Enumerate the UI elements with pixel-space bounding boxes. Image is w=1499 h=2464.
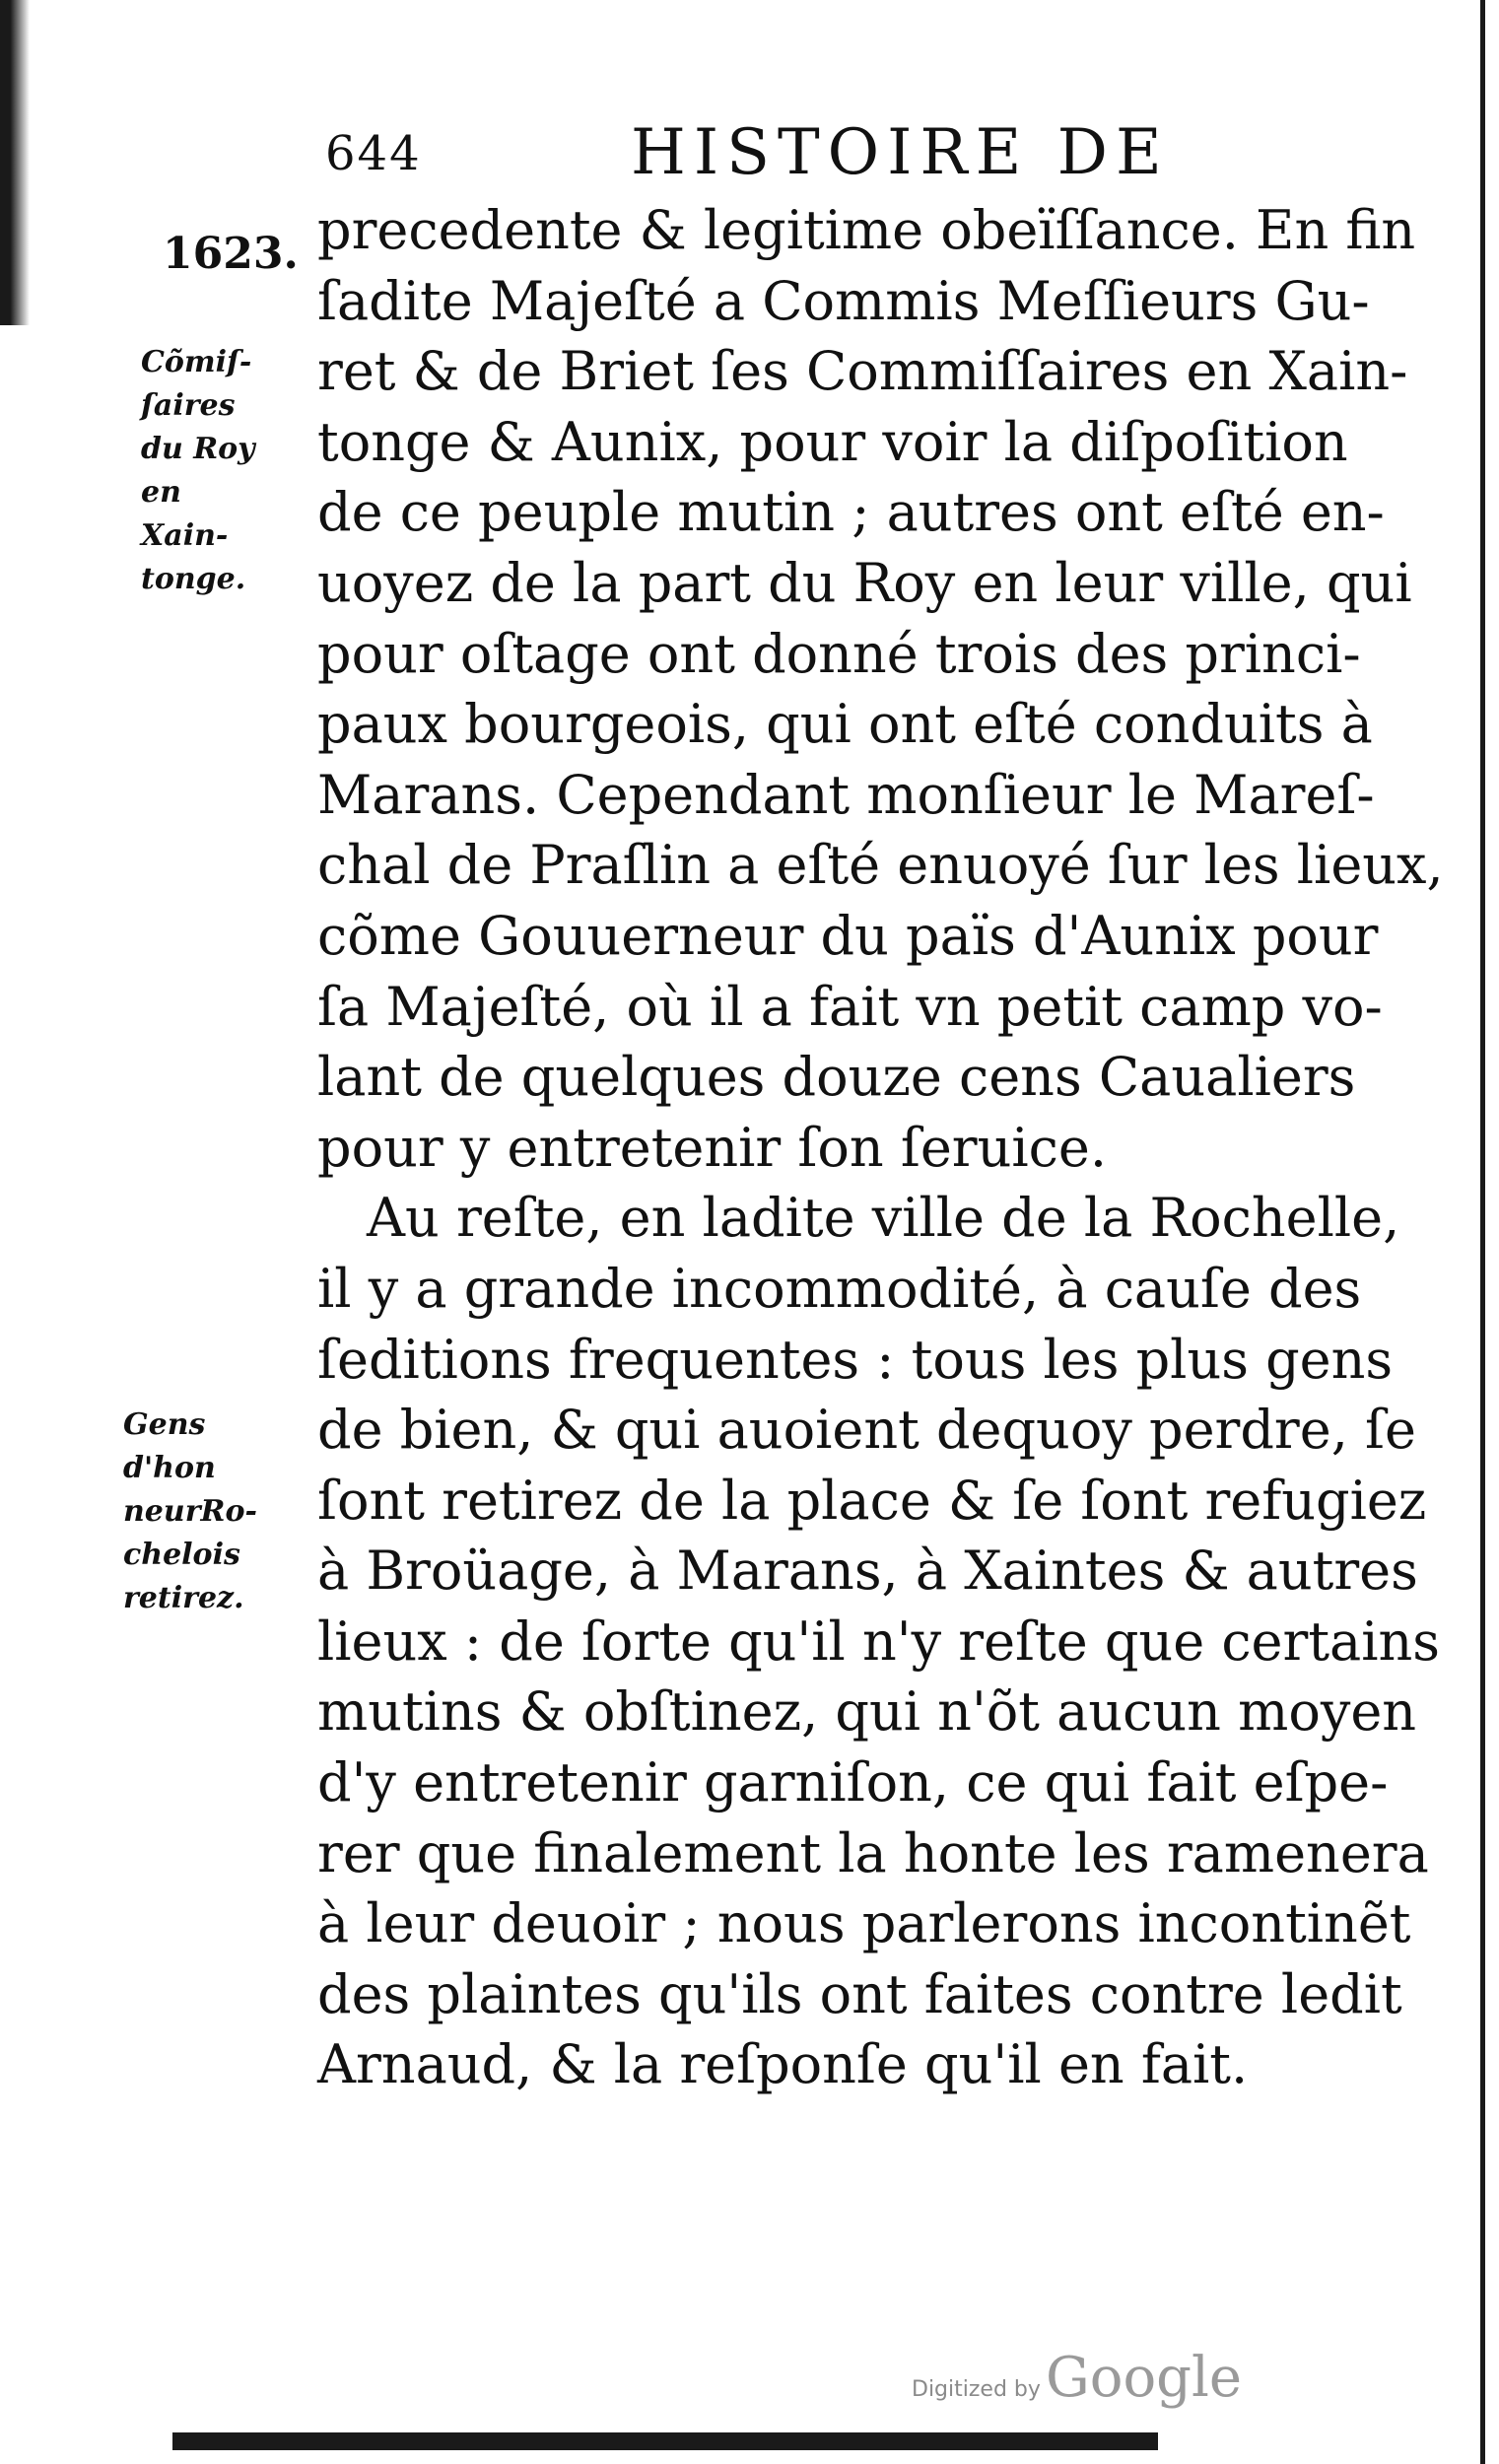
- margin-note-line: du Roy: [141, 432, 255, 466]
- text-line: de bien, & qui auoient dequoy perdre, ſe: [317, 1399, 1416, 1462]
- margin-note-line: chelois: [123, 1538, 240, 1572]
- text-line: paux bourgeois, qui ont eſté conduits à: [317, 693, 1373, 756]
- digitized-credit: [912, 2346, 1242, 2410]
- text-line: ſeditions frequentes : tous les plus gens: [317, 1328, 1394, 1391]
- text-line: ſont retirez de la place & ſe ſont refugiez: [317, 1469, 1427, 1532]
- text-line: Arnaud, & la reſponſe qu'il en fait.: [317, 2033, 1249, 2096]
- text-line: Marans. Cependant monſieur le Mareſ-: [317, 763, 1375, 826]
- margin-note-commissaires: [141, 341, 255, 601]
- margin-note-line: ſaires: [141, 388, 236, 423]
- margin-note-line: neurRo-: [123, 1494, 257, 1529]
- text-line: chal de Praſlin a eſté enuoyé ſur les lieux,: [317, 834, 1444, 897]
- margin-note-line: d'hon: [123, 1451, 216, 1485]
- margin-note-line: en: [141, 475, 181, 510]
- text-line: uoyez de la part du Roy en leur ville, qui: [317, 551, 1412, 614]
- text-line: tonge & Aunix, pour voir la diſpoſition: [317, 410, 1348, 473]
- margin-note-line: Xain-: [141, 518, 229, 553]
- scan-edge-left: [0, 0, 30, 325]
- page-number: 644: [325, 126, 422, 181]
- text-line: à Broüage, à Marans, à Xaintes & autres: [317, 1540, 1418, 1603]
- margin-note-line: Gens: [123, 1407, 206, 1442]
- text-line: Au reſte, en ladite ville de la Rochelle,: [367, 1187, 1400, 1250]
- text-line: rer que finalement la honte les ramenera: [317, 1821, 1429, 1884]
- margin-year: 1623.: [163, 229, 299, 279]
- text-line: precedente & legitime obeïſſance. En fin: [317, 199, 1416, 261]
- margin-note-line: retirez.: [123, 1581, 244, 1615]
- text-line: ret & de Briet ſes Commiſſaires en Xain-: [317, 340, 1408, 403]
- google-logo: Google: [1046, 2346, 1243, 2410]
- scan-edge-bottom: [172, 2432, 1158, 2450]
- text-line: lieux : de ſorte qu'il n'y reſte que certains: [317, 1609, 1440, 1673]
- text-line: ſa Majeſté, où il a fait vn petit camp vo-: [317, 975, 1383, 1038]
- scan-edge-right: [1480, 0, 1485, 2464]
- margin-note-line: Cõmiſ-: [141, 345, 252, 379]
- text-line: d'y entretenir garniſon, ce qui fait eſpe-: [317, 1751, 1389, 1814]
- text-line: à leur deuoir ; nous parlerons incontinẽt: [317, 1892, 1411, 1955]
- text-line: il y a grande incommodité, à cauſe des: [317, 1257, 1362, 1320]
- text-line: cõme Gouuerneur du païs d'Aunix pour: [317, 904, 1379, 967]
- margin-note-line: tonge.: [141, 562, 246, 596]
- body-text: [317, 195, 1444, 2100]
- text-line: ſadite Majeſté a Commis Meſſieurs Gu-: [317, 269, 1370, 332]
- running-title: HISTOIRE DE: [631, 116, 1170, 189]
- text-line: pour oſtage ont donné trois des princi-: [317, 622, 1361, 685]
- text-line: pour y entretenir ſon ſeruice.: [317, 1116, 1108, 1179]
- text-line: lant de quelques douze cens Caualiers: [317, 1046, 1356, 1109]
- margin-note-gens: [123, 1403, 257, 1620]
- text-line: mutins & obſtinez, qui n'õt aucun moyen: [317, 1680, 1417, 1744]
- text-line: de ce peuple mutin ; autres ont eſté en-: [317, 481, 1385, 544]
- running-head: [325, 116, 1192, 189]
- text-line: des plaintes qu'ils ont faites contre ledit: [317, 1962, 1402, 2025]
- digitized-label: Digitized by: [912, 2377, 1041, 2402]
